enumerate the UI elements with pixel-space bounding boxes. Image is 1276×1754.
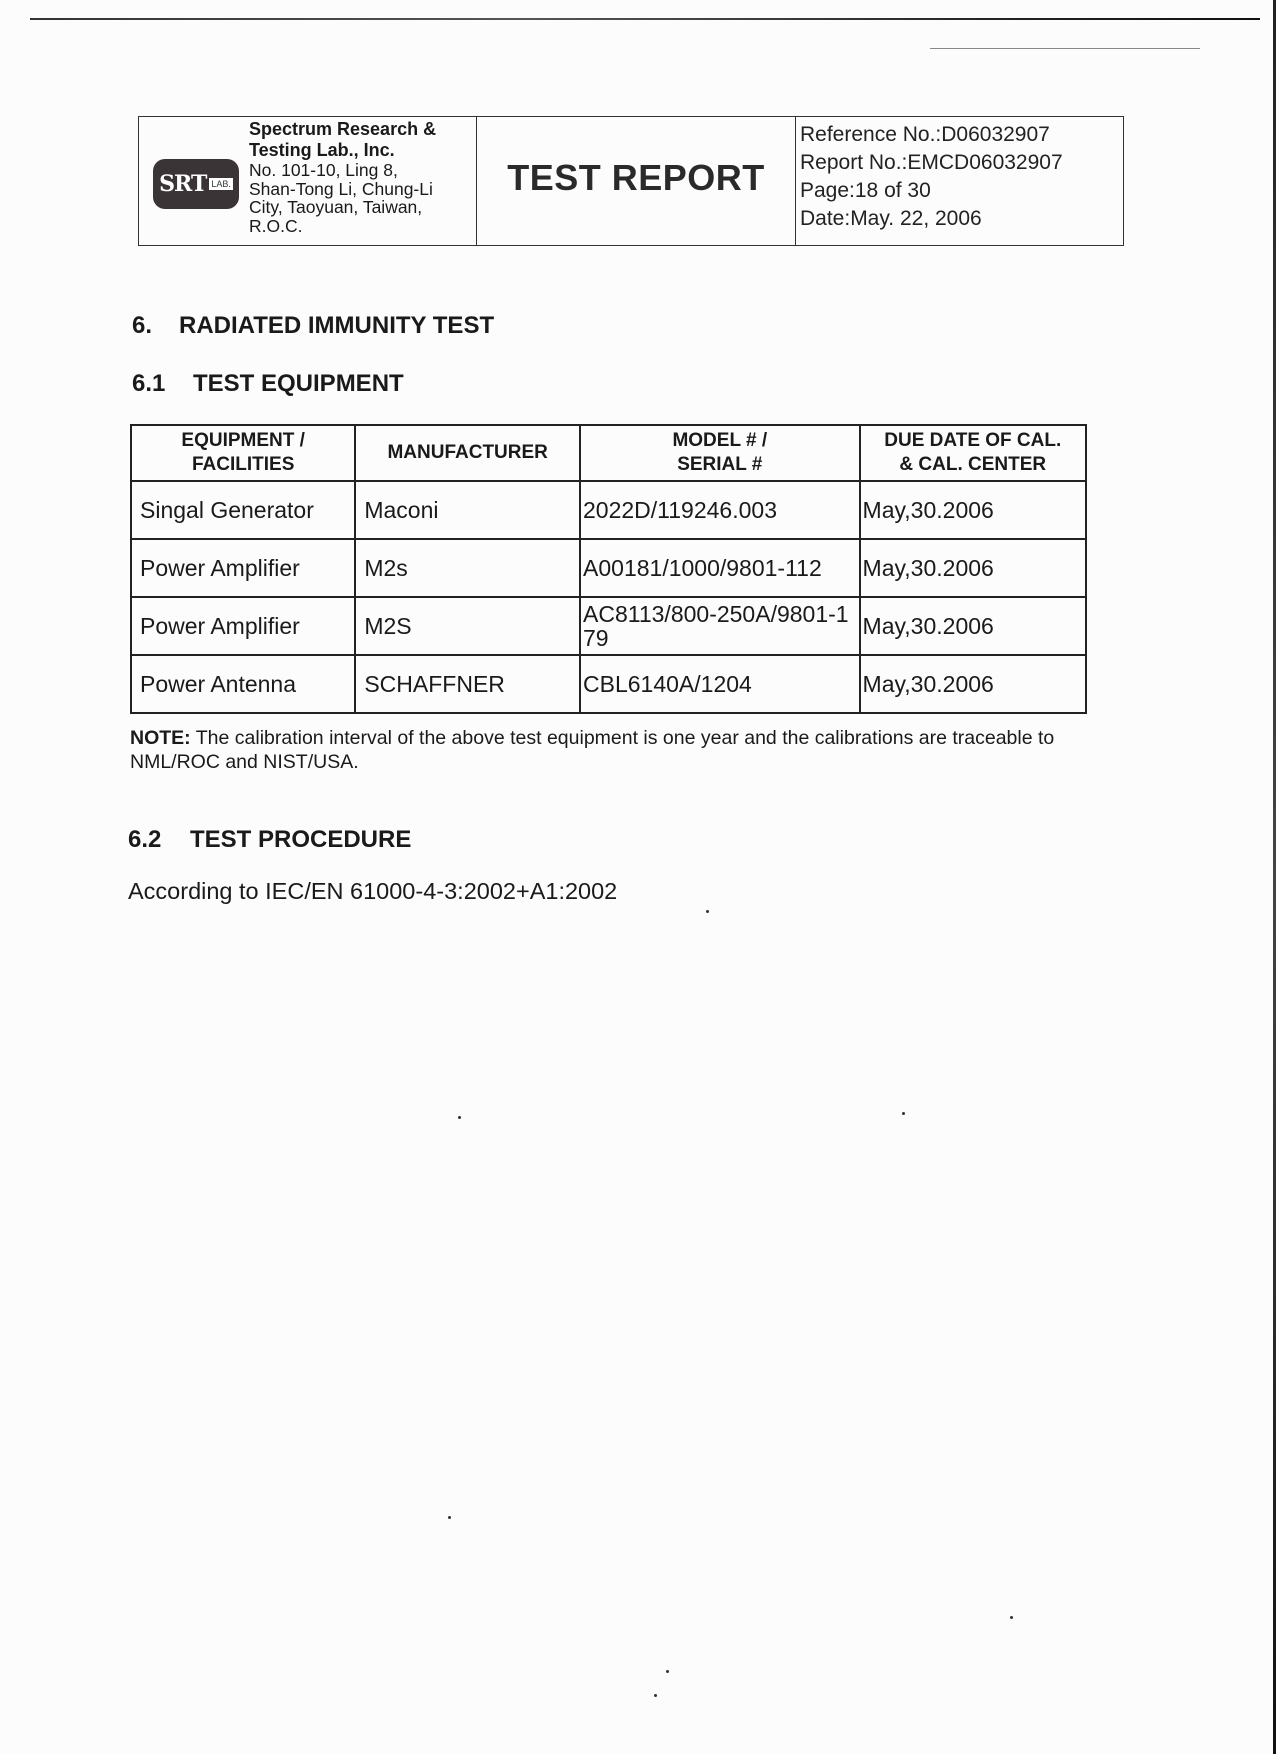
- report-reference-cell: [796, 117, 1123, 245]
- cell-model: AC8113/800-250A/9801-179: [580, 597, 860, 655]
- cell-due-date: May,30.2006: [860, 481, 1086, 539]
- lab-name-line: Spectrum Research &: [249, 119, 437, 139]
- srt-lab-logo: [153, 159, 239, 209]
- cell-equipment: Power Antenna: [131, 655, 355, 713]
- lab-text: [249, 119, 473, 235]
- lab-name-line: Testing Lab., Inc.: [249, 140, 395, 160]
- cell-equipment: Power Amplifier: [131, 539, 355, 597]
- cell-manufacturer: SCHAFFNER: [355, 655, 580, 713]
- header-line: EQUIPMENT /: [181, 430, 305, 451]
- section-heading-6: [132, 312, 494, 340]
- lab-info: [139, 117, 477, 245]
- scan-speck: [654, 1694, 657, 1697]
- table-row: [131, 597, 1086, 655]
- header-model: [580, 425, 860, 481]
- scan-edge-top: [30, 18, 1260, 20]
- header-equipment: [131, 425, 355, 481]
- table-row: [131, 481, 1086, 539]
- page-number: Page:18 of 30: [800, 179, 931, 202]
- calibration-note: [130, 726, 1120, 774]
- reference-no: Reference No.:D06032907: [800, 123, 1050, 146]
- scan-mark: [930, 48, 1200, 49]
- scan-speck: [458, 1116, 461, 1119]
- scan-speck: [706, 910, 709, 913]
- section-number: 6.2: [128, 826, 162, 853]
- lab-address-line: No. 101-10, Ling 8,: [249, 160, 398, 180]
- scan-speck: [1010, 1616, 1013, 1619]
- table-row: [131, 655, 1086, 713]
- logo-text: SRT: [159, 171, 207, 197]
- scan-speck: [666, 1670, 669, 1673]
- header-line: MANUFACTURER: [387, 442, 548, 463]
- cell-manufacturer: M2s: [355, 539, 580, 597]
- cell-equipment: Power Amplifier: [131, 597, 355, 655]
- header-due-date: [860, 425, 1086, 481]
- cell-due-date: May,30.2006: [860, 539, 1086, 597]
- table-row: [131, 539, 1086, 597]
- report-header: [138, 116, 1124, 246]
- cell-due-date: May,30.2006: [860, 597, 1086, 655]
- report-title: TEST REPORT: [507, 157, 765, 198]
- section-title: TEST EQUIPMENT: [193, 370, 404, 397]
- header-line: SERIAL #: [677, 454, 763, 475]
- lab-address-line: City, Taoyuan, Taiwan,: [249, 197, 423, 217]
- section-number: 6.: [132, 312, 153, 339]
- scan-speck: [448, 1516, 451, 1519]
- note-label: NOTE:: [130, 727, 191, 749]
- procedure-text: According to IEC/EN 61000-4-3:2002+A1:2002: [128, 878, 618, 904]
- cell-model: CBL6140A/1204: [580, 655, 860, 713]
- header-line: & CAL. CENTER: [899, 454, 1047, 475]
- cell-model: A00181/1000/9801-112: [580, 539, 860, 597]
- table-header-row: [131, 425, 1086, 481]
- header-line: FACILITIES: [191, 454, 295, 475]
- scan-speck: [902, 1112, 905, 1115]
- header-line: MODEL # /: [672, 430, 768, 451]
- lab-address-line: Shan-Tong Li, Chung-Li: [249, 178, 433, 199]
- header-line: DUE DATE OF CAL.: [884, 430, 1062, 451]
- cell-model: 2022D/119246.003: [580, 481, 860, 539]
- logo-sub: LAB.: [211, 179, 231, 189]
- report-date: Date:May. 22, 2006: [800, 207, 982, 230]
- section-title: RADIATED IMMUNITY TEST: [179, 312, 495, 339]
- cell-due-date: May,30.2006: [860, 655, 1086, 713]
- cell-equipment: Singal Generator: [131, 481, 355, 539]
- test-equipment-table: [130, 424, 1087, 714]
- lab-address-line: R.O.C.: [249, 215, 303, 236]
- cell-manufacturer: Maconi: [355, 481, 580, 539]
- report-title-cell: [477, 117, 796, 245]
- section-heading-6-1: [132, 370, 404, 398]
- cell-manufacturer: M2S: [355, 597, 580, 655]
- section-number: 6.1: [132, 370, 166, 397]
- section-heading-6-2: [128, 826, 411, 854]
- section-title: TEST PROCEDURE: [190, 826, 412, 853]
- header-manufacturer: [355, 425, 580, 481]
- report-no: Report No.:EMCD06032907: [800, 151, 1063, 174]
- note-text: The calibration interval of the above test equipment is one year and the calibrations are traceable to NML/ROC and NIST/USA.: [130, 727, 1055, 773]
